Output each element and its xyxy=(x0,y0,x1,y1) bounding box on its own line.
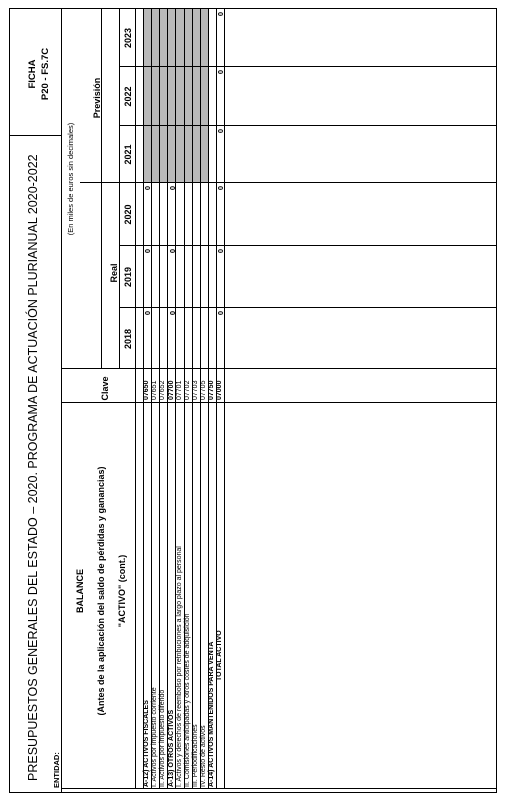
units-note: (En miles de euros sin decimales) xyxy=(66,122,75,236)
real-heading: Real xyxy=(109,263,119,283)
balance-heading: BALANCE xyxy=(75,569,85,613)
row-value-cell[interactable]: 0 xyxy=(167,186,177,191)
row-divider xyxy=(216,9,217,789)
row-clave: 07652 xyxy=(159,380,167,400)
row-label: A-12) ACTIVOS FISCALES xyxy=(143,700,151,787)
row-clave: 07750 xyxy=(208,380,215,400)
row-divider xyxy=(184,9,185,789)
row-value-cell[interactable]: 0 xyxy=(216,70,226,75)
year-2022: 2022 xyxy=(123,86,133,107)
row-value-cell[interactable]: 0 xyxy=(143,249,153,254)
row-label: IV. Resto de activos xyxy=(199,725,207,787)
row-divider xyxy=(224,9,225,789)
balance-subtitle: (Antes de la aplicación del saldo de pérdidas y ganancias) xyxy=(96,466,106,716)
row-label: II. Comisiones anticipadas y otros costes de adquisición xyxy=(183,613,191,787)
row-value-cell[interactable]: 0 xyxy=(167,311,177,316)
row-clave: 07700 xyxy=(167,380,175,400)
row-label: TOTAL ACTIVO xyxy=(216,630,224,681)
row-value-cell[interactable]: 0 xyxy=(167,249,177,254)
row-clave: 07705 xyxy=(199,380,207,400)
row-value-cell[interactable]: 0 xyxy=(216,311,226,316)
row-clave: 07702 xyxy=(183,380,191,400)
row-clave: 07651 xyxy=(151,380,159,400)
clave-heading: Clave xyxy=(100,376,110,401)
row-value-cell[interactable]: 0 xyxy=(143,186,153,191)
prevision-heading: Previsión xyxy=(92,77,102,119)
row-label: I. Activos y derechos de reembolso por retribuciones a largo plazo al personal xyxy=(175,546,183,787)
row-clave: 07000 xyxy=(216,380,224,400)
row-label: III. Periodificaciones xyxy=(191,724,199,787)
row-divider xyxy=(167,9,168,789)
row-clave: 07703 xyxy=(191,380,199,400)
row-clave: 07650 xyxy=(143,380,151,400)
row-divider xyxy=(175,9,176,789)
row-divider xyxy=(200,9,201,789)
row-value-cell[interactable]: 0 xyxy=(143,311,153,316)
page-title: PRESUPUESTOS GENERALES DEL ESTADO – 2020. PROGRAMA DE ACTUACIÓN PLURIANUAL 2020-2022 xyxy=(26,154,40,781)
year-2019: 2019 xyxy=(123,266,133,288)
ficha-code: P20 - FS.7C xyxy=(40,47,51,101)
entidad-label: ENTIDAD: xyxy=(52,752,61,788)
row-label: II. Activos por impuesto diferido xyxy=(159,689,167,787)
year-2021: 2021 xyxy=(123,144,133,165)
row-divider xyxy=(208,9,209,789)
year-2018: 2018 xyxy=(123,328,133,350)
row-value-cell[interactable]: 0 xyxy=(216,129,226,134)
row-label: A-13) OTROS ACTIVOS xyxy=(167,709,175,787)
year-2023: 2023 xyxy=(123,27,133,49)
row-label: I. Activos por impuesto corriente xyxy=(151,687,159,787)
row-divider xyxy=(151,9,152,789)
ficha-label: FICHA xyxy=(27,59,38,89)
row-divider xyxy=(159,9,160,789)
row-clave: 07701 xyxy=(175,380,183,400)
row-value-cell[interactable]: 0 xyxy=(216,12,226,17)
year-2020: 2020 xyxy=(123,204,133,225)
row-label: A-14) ACTIVOS MANTENIDOS PARA VENTA xyxy=(208,641,215,787)
row-value-cell[interactable]: 0 xyxy=(216,186,226,191)
row-divider xyxy=(192,9,193,789)
activo-heading: "ACTIVO" (cont.) xyxy=(117,554,127,628)
row-value-cell[interactable]: 0 xyxy=(216,249,226,254)
